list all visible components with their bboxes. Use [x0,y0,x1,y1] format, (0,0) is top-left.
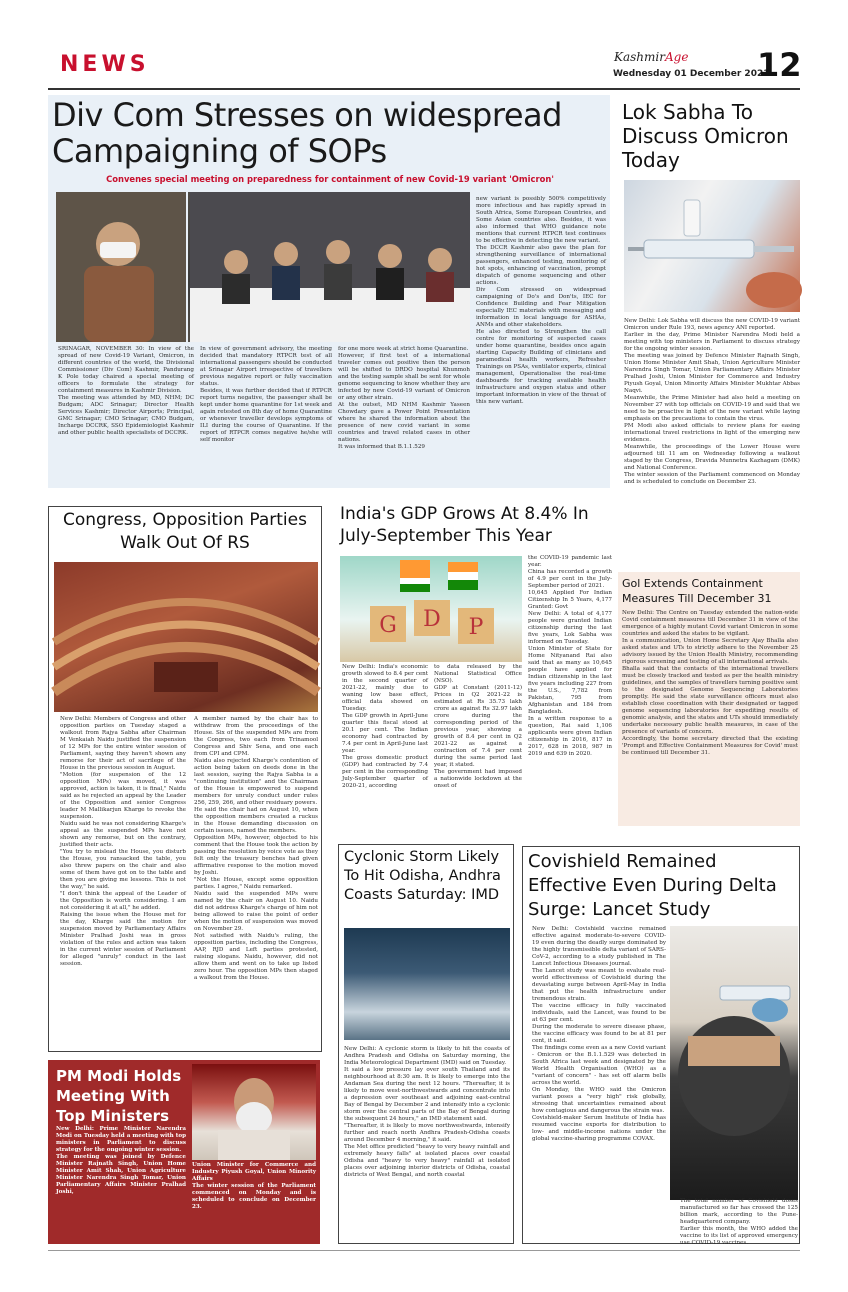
congress-headline: Congress, Opposition Parties Walk Out Of RS [63,510,307,553]
section-label: NEWS [60,52,150,77]
gdp-headline: India's GDP Grows At 8.4% In July-September This Year [340,504,589,546]
header-divider [48,88,800,90]
gdp-letter-d: D [423,607,441,632]
masthead-logo [614,50,688,64]
lok-sabha-headline: Lok Sabha To Discuss Omicron Today [622,100,789,172]
syringe-art [624,180,800,312]
meeting-photo [56,192,470,342]
covishield-headline: Covishield Remained Effective Even During Delta Surge: Lancet Study [528,851,777,920]
congress-column-2: A member named by the chair has to withdraw from the proceedings of the House. Six of the suspended MPs are from the Congress, two each from Trinamool Congress and Shiv Sena, and one each from CPI and CPM. Naidu also rejected Kharge's contention of action being taken on deeds done in the last session, saying the Rajya Sabha is a "continuing institution" and the Chairman of the House is empowered to suspend members for unruly conduct under rules 256, 259, 266, and other residuary powers. He said the chair had on August 10, when the opposition members created a ruckus in the House demanding discussion on certain issues, named the members. Opposition MPs, however, objected to his comment that the House took the action by passing the resolution by voice vote as they felt only the treasury benches had given affirmative response to the motion moved by Joshi. "Not the House, except some opposition parties. I agree," Naidu remarked. Naidu said the suspended MPs were named by the chair on August 10. Naidu did not address Kharge's charge of him not being allowed to raise the point of order when the motion of suspension was moved on November 29. Not satisfied with Naidu's ruling, the opposition parties, including the Congress, AAP, RJD and Left parties protested, raising slogans. Naidu, however, did not allow them and went on to take up listed zero hour. The opposition MPs then staged a walkout from the House. [194,716,318,981]
chamber-art [54,562,318,712]
vaccination-art [670,926,798,1200]
pm-modi-photo [192,1064,316,1160]
gdp-blocks-photo [340,556,522,662]
lead-headline: Div Com Stresses on widespread Campaigning of SOPs [52,96,562,170]
issue-date: Wednesday 01 December 2021 [613,69,770,79]
vaccine-syringe-photo [624,180,800,312]
containment-headline: Gol Extends Containment Measures Till December 31 [622,577,772,605]
pm-modi-column-2: Union Minister for Commerce and Industry Piyush Goyal, Union Minority Affairs The winter session of the Parliament commenced on Monday and is scheduled to conclude on December 23. [192,1162,316,1210]
lead-column-4: new variant is possibly 500% competitively more infectious and has rapidly spread in South Africa, Some European Countries, and Some Asian countries also. Besides, it was also informed that WHO guidance note mentions that current RTPCR test continues to be effective in detecting the new variant. The DCCR Kashmir also gave the plan for strengthening surveillance of international passengers, enhanced testing, monitoring of hot spots, enhancing of vaccination, prompt dispatch of genome sequencing and other actions. Div Com stressed on widespread campaigning of Do's and Don'ts, IEC for Confidence Building and Fear Mitigation especially IEC materials with messaging and information in local language for ASHAs, ANMs and other stakeholders. He also directed to Strengthen the call centre for monitoring of suspected cases under home quarantine, besides once again starting Capacity Building of clinicians and paramedical health workers, Refresher Trainings on PSAs, ventilator experts, clinical management, Operationalise the real-time dashboards for tracking available health infrastructure and oxygen status and other important information in view of the threat of this new variant. [476,196,606,405]
page-number: 12 [757,46,802,84]
pm-modi-headline: PM Modi Holds Meeting With Top Ministers [56,1067,182,1125]
cyclone-body: New Delhi: A cyclonic storm is likely to hit the coasts of Andhra Pradesh and Odisha on Saturday morning, the India Meteorological Department (IMD) said on Tuesday. It said a low pressure lay over south Thailand and its neighbourhood at 8:30 am. It is likely to emerge into the Andaman Sea during the next 12 hours. "Thereafter, it is likely to move west-northwestwards and concentrate into a depression over southeast and adjoining east-central Bay of Bengal by December 2 and intensify into a cyclonic storm over the central parts of the Bay of Bengal during the subsequent 24 hours," an IMD statement said. "Thereafter, it is likely to move northwestwards, intensify further and reach north Andhra Pradesh-Odisha coasts around December 4 morning," it said. The Met office predicted "heavy to very heavy rainfall and extremely heavy falls" at isolated places over coastal Odisha and "heavy to very heavy" rainfall at isolated places over adjoining interior districts of Odisha, coastal districts of West Bengal, and north coastal [344,1046,510,1178]
pm-modi-column-1: New Delhi: Prime Minister Narendra Modi on Tuesday held a meeting with top ministers in Parliament to discuss strategy for the ongoing winter session. The meeting was joined by Defence Minister Rajnath Singh, Union Home Minister Amit Shah, Union Agriculture Minister Narendra Singh Tomar, Union Parliamentary Affairs Minister Pralhad Joshi, [56,1126,186,1195]
lead-column-3: for one more week at strict home Quarantine. However, if first test of a international traveler comes out positive then the person will be shifted to DRDO hospital Khunmoh and the testing sample shall be sent for whole genome sequencing to know whether they are infected by new Covid-19 variant of Omicron or any other strain. At the outset, MD NHM Kashmir Yaseen Chowdary gave a Power Point Presentation where he shared the information about the presence of new covid variant in some countries and travel related cases in other nations. It was informed that B.1.1.529 [338,346,470,450]
logo-main: Kashmir [614,50,665,64]
rajya-sabha-photo [54,562,318,712]
lead-column-1: SRINAGAR, NOVEMBER 30: In view of the spread of new Covid-19 Variant, Omicron, in different countries of the world, the Divisional Commissioner (Div Com) Kashmir, Pandurang K Pole today chaired a special meeting of officers to formulate the strategy for containment measures in Kashmir Division. The meeting was attended by MD, NHM; DC Budgam; ADC Srinagar; Director Health Services Kashmir; Director Airports; Principal, GMC Srinagar; CMO Srinagar; CMO Budgam, Incharge DCCRK, SSO Epidemiologist Kashmir and other public health specialists of DCCRK. [58,346,194,436]
gdp-column-1: New Delhi: India's economic growth slowed to 8.4 per cent in the second quarter of 2021-22, mainly due to waning low base effect, official data showed on Tuesday. The GDP growth in April-June quarter this fiscal stood at 20.1 per cent. The Indian economy had contracted by 7.4 per cent in April-June last year. The gross domestic product (GDP) had contracted by 7.4 per cent in the corresponding July-September quarter of 2020-21, according [342,664,428,789]
cyclone-headline: Cyclonic Storm Likely To Hit Odisha, Andhra Coasts Saturday: IMD [344,849,501,903]
footer-divider [48,1250,800,1251]
vaccination-photo [670,926,798,1200]
gdp-column-3: the COVID-19 pandemic last year. China has recorded a growth of 4.9 per cent in the July-September period of 2021. 10,645 Applied For Indian Citizenship In 5 Years, 4,177 Granted: Govt New Delhi: A total of 4,177 people were granted Indian citizenship during the last five years, Lok Sabha was informed on Tuesday. Union Minister of State for Home Nityanand Rai also said that as many as 10,645 people have applied for Indian citizenship in the last five years including 227 from the U.S., 7,782 from Pakistan, 795 from Afghanistan and 184 from Bangladesh. In a written response to a question, Rai said 1,106 applicants were given Indian citizenship in 2016, 817 in 2017, 628 in 2018, 987 in 2019 and 639 in 2020. [528,555,612,757]
lead-subheadline: Convenes special meeting on preparedness for containment of new Covid-19 variant 'Omicron' [106,174,554,184]
pm-portrait-art [192,1064,316,1160]
covishield-caption: The total number of Covishield doses manufactured so far has crossed the 125 billion mark, according to the Pune-headquartered company. Earlier this month, the WHO added the vaccine to its list of approved emergency use COVID-19 vaccines. [680,1198,798,1246]
lead-column-2: In view of government advisory, the meeting decided that mandatory RTPCR test of all international passengers should be conducted at Srinagar Airport irrespective of travellers previous negative report or fully vaccination status. Besides, it was further decided that if RTPCR report turns negative, the passenger shall be kept under home quarantine for 1st week and again retested on 8th day of home Quarantine or whenever traveller develops symptoms of ILI during the course of Quarantine. If the report of RTPCR comes negative he/she will self monitor [200,346,332,443]
gdp-letter-p: P [468,615,484,640]
photo-divider [186,192,188,342]
logo-accent: Age [664,50,689,64]
cyclone-satellite-photo [344,928,510,1040]
lok-sabha-body: New Delhi: Lok Sabha will discuss the new COVID-19 variant Omicron under Rule 193, news agency ANI reported. Earlier in the day, Prime Minister Narendra Modi held a meeting with top ministers in Parliament to discuss strategy for the ongoing winter session. The meeting was joined by Defence Minister Rajnath Singh, Union Home Minister Amit Shah, Union Agriculture Minister Narendra Singh Tomar, Union Parliamentary Affairs Minister Pralhad Joshi, Union Minister for Commerce and Industry Piyush Goyal, Union Minority Affairs Minister Mukhtar Abbas Naqvi. Meanwhile, the Prime Minister had also held a meeting on November 27 with top officials on COVID-19 and said that we need to be proactive in light of the new variant while laying emphasis on the precautions to contain the virus. PM Modi also asked officials to review plans for easing international travel restrictions in light of the emerging new evidence. Meanwhile, the proceedings of the Lower House were adjourned till 11 am on Wednesday following a walkout staged by the Congress, Dravida Munnetra Kazhagam (DMK) and National Conference. The winter session of the Parliament commenced on Monday and is scheduled to conclude on December 23. [624,318,800,485]
gdp-letter-g: G [379,613,397,638]
congress-column-1: New Delhi: Members of Congress and other opposition parties on Tuesday staged a walkout from Rajya Sabha after Chairman M Venkaiah Naidu justified the suspension of 12 MPs for the entire winter session of Parliament, saying they haven't shown any remorse for their act of sacrilege of the House in the previous session in August. "Motion (for suspension of the 12 opposition MPs) was moved, it was approved, action is taken, it is final," Naidu said as he rejected an appeal by the Leader of the Opposition and senior Congress leader M Mallikarjun Kharge to revoke the suspension. Naidu said he was not considering Kharge's appeal as the suspended MPs have not shown any remorse, but on the contrary, justified their acts. "You try to mislead the House, you disturb the House, you ransacked the table, you also threw papers on the chair and also some of them have got on to the table and then you are giving me lessons. This is not the way," he said. "I don't think the appeal of the Leader of the Opposition is worth considering. I am not considering it at all," he added. Raising the issue when the House met for the day, Kharge said the motion for suspension moved by Parliamentary Affairs Minister Pralhad Joshi was in gross violation of the rules and action was taken in the current winter session of Parliament for alleged "unruly" conduct in the last session. [60,716,186,967]
containment-body: New Delhi: The Centre on Tuesday extended the nation-wide Covid containment measures till December 31 in view of the emergence of a highly mutant Covid variant Omicron in some countries and asked the states to be vigilant. In a communication, Union Home Secretary Ajay Bhalla also asked states and UTs to strictly adhere to the November 25 advisory issued by the Union Health Ministry, recommending rigorous screening and testing of all international arrivals. Bhalla said that the contacts of the international travellers must be closely tracked and tested as per the health ministry guidelines, and the samples of travellers turning positive sent to the designated Genome Sequencing Laboratories promptly. He said the state surveillance officers must also establish close coordination with their designated or tagged genome sequencing laboratories for expediting results of genomic analysis, and the states and UTs should immediately undertake necessary public health measures, in case of the presence of variants of concern. Accordingly, the home secretary directed that the existing 'Prompt and Effective Containment Measures for Covid' must be continued till December 31. [622,610,798,756]
meeting-photo-art [56,192,470,342]
gdp-blocks-art [340,556,522,662]
gdp-column-2: to data released by the National Statistical Office (NSO). GDP at Constant (2011-12) Prices in Q2 2021-22 is estimated at Rs 35.73 lakh crore as against Rs 32.97 lakh crore during the corresponding period of the previous year, showing a growth of 8.4 per cent in Q2 2021-22 as against a contraction of 7.4 per cent during the same period last year, it stated. The government had imposed a nationwide lockdown at the onset of [434,664,522,789]
covishield-body: New Delhi: Covishield vaccine remained effective against moderate-to-severe COVID-19 even during the deadly surge dominated by the highly transmissible delta variant of SARS-CoV-2, according to a study published in The Lancet Infectious Diseases journal. The Lancet study was meant to evaluate real-world effectiveness of Covishield during the devastating surge between April-May in India that put the health infrastructure under tremendous strain. The vaccine efficacy in fully vaccinated individuals, said the Lancet, was found to be at 63 per cent. During the moderate to severe disease phase, the vaccine efficacy was found to be at 81 per cent, it said. The findings come even as a new Covid variant - Omicron or the B.1.1.529 was detected in South Africa last week and designated by the World Health Organisation (WHO) as a "variant of concern" - has set off alarm bells across the world. On Monday, the WHO said the Omicron variant poses a "very high" risk globally, stressing that uncertainties remained about how contagious and dangerous the strain was. Covishield-maker Serum Institute of India has resumed vaccine exports for distribution to low- and middle-income nations under the global vaccine-sharing programme COVAX. [532,926,666,1142]
